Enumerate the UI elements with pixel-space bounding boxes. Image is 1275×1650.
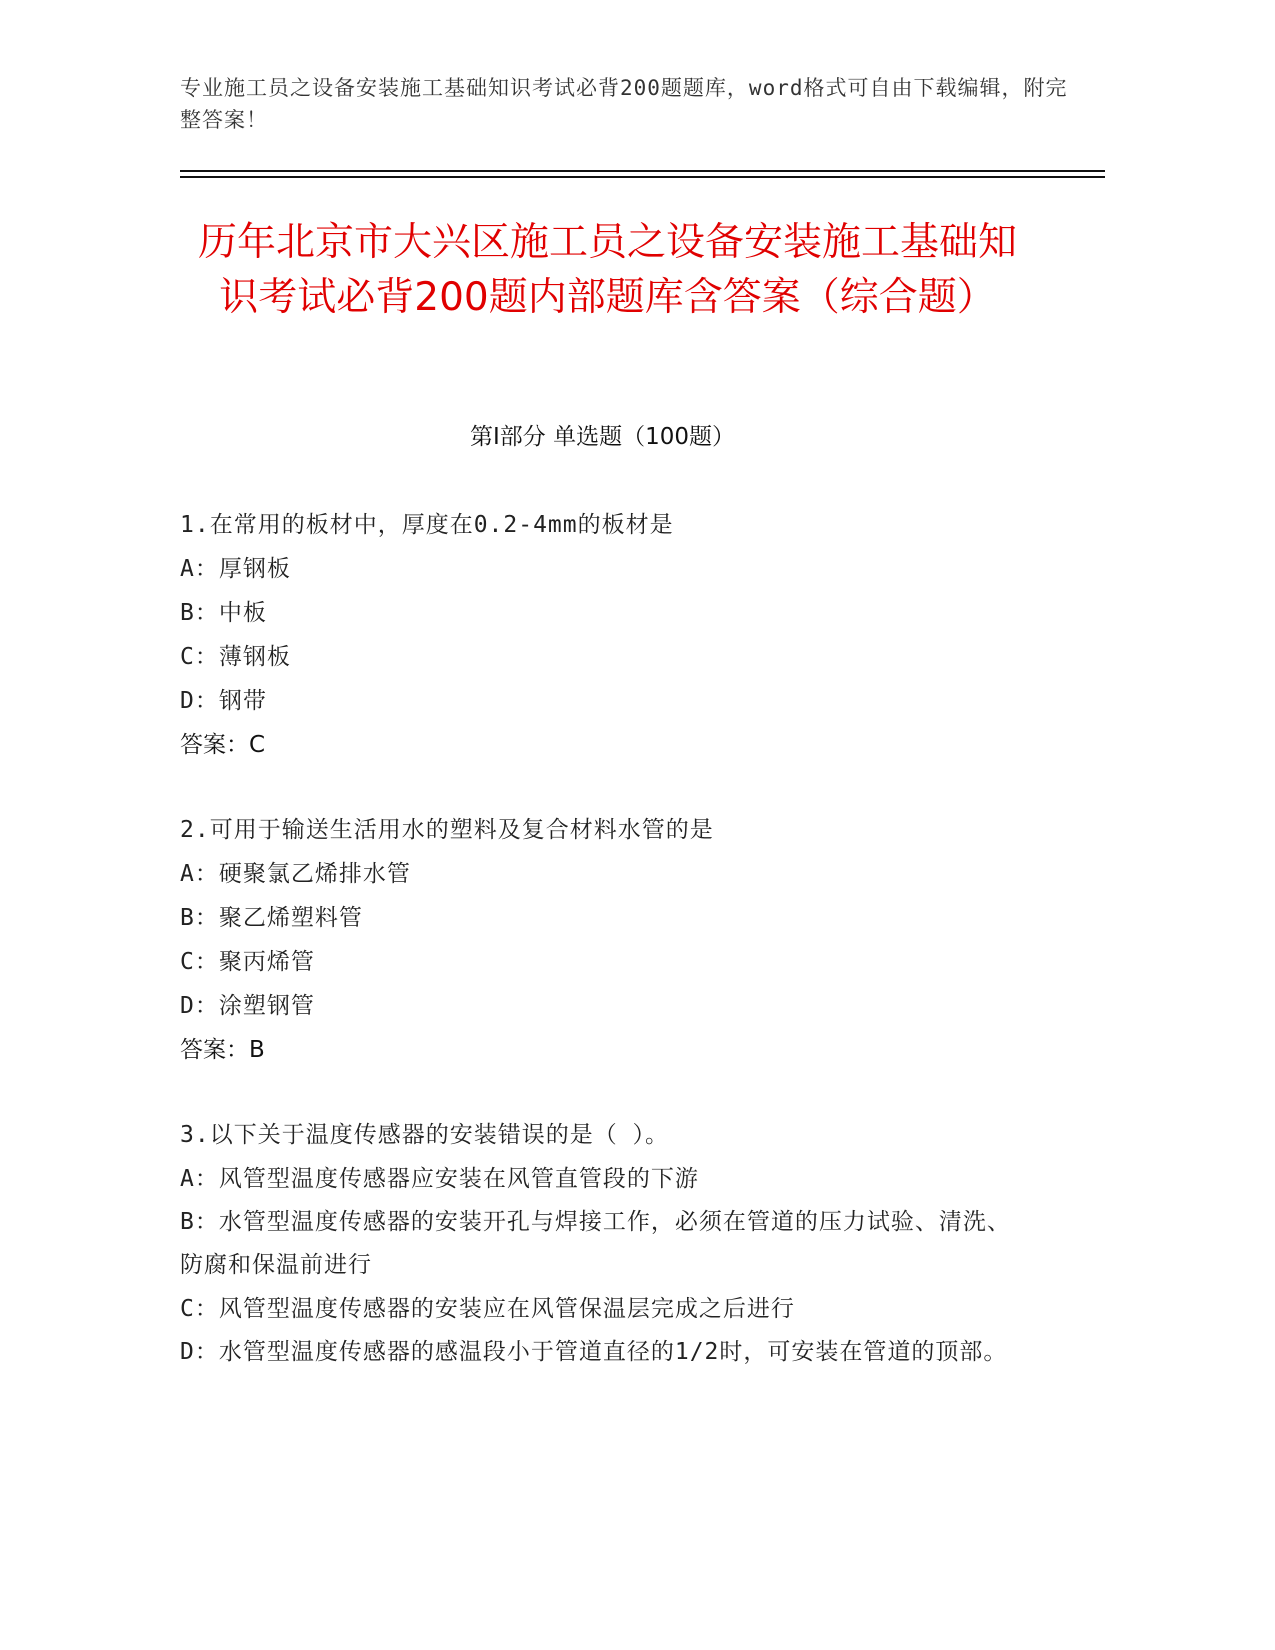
answer: 答案：B — [180, 1037, 265, 1063]
option-c: C：风管型温度传感器的安装应在风管保温层完成之后进行 — [180, 1296, 795, 1322]
option-b: B：聚乙烯塑料管 — [180, 905, 363, 931]
question-1 — [180, 503, 1040, 767]
option-b: B：水管型温度传感器的安装开孔与焊接工作，必须在管道的压力试验、清洗、防腐和保温前进行 — [180, 1209, 1011, 1278]
question-2 — [180, 808, 1040, 1072]
header-divider-top — [180, 170, 1105, 172]
section-title: 第Ⅰ部分 单选题（100题） — [470, 424, 735, 450]
question-stem: 3.以下关于温度传感器的安装错误的是（ ）。 — [180, 1122, 670, 1148]
header-divider-bottom — [180, 176, 1105, 178]
document-title: 历年北京市大兴区施工员之设备安装施工基础知识考试必背200题内部题库含答案（综合题） — [197, 220, 1017, 320]
option-a: A：硬聚氯乙烯排水管 — [180, 861, 411, 887]
header-note: 专业施工员之设备安装施工基础知识考试必背200题题库，word格式可自由下载编辑，附完整答案！ — [180, 76, 1068, 132]
option-d: D：钢带 — [180, 688, 267, 714]
option-d: D：涂塑钢管 — [180, 993, 315, 1019]
option-a: A：厚钢板 — [180, 556, 291, 582]
question-stem: 2.可用于输送生活用水的塑料及复合材料水管的是 — [180, 817, 714, 843]
option-d: D：水管型温度传感器的感温段小于管道直径的1/2时，可安装在管道的顶部。 — [180, 1339, 1008, 1365]
question-3 — [180, 1113, 1040, 1374]
option-a: A：风管型温度传感器应安装在风管直管段的下游 — [180, 1166, 699, 1192]
question-stem: 1.在常用的板材中，厚度在0.2-4mm的板材是 — [180, 512, 674, 538]
option-b: B：中板 — [180, 600, 267, 626]
answer: 答案：C — [180, 732, 266, 758]
option-c: C：聚丙烯管 — [180, 949, 315, 975]
option-c: C：薄钢板 — [180, 644, 291, 670]
